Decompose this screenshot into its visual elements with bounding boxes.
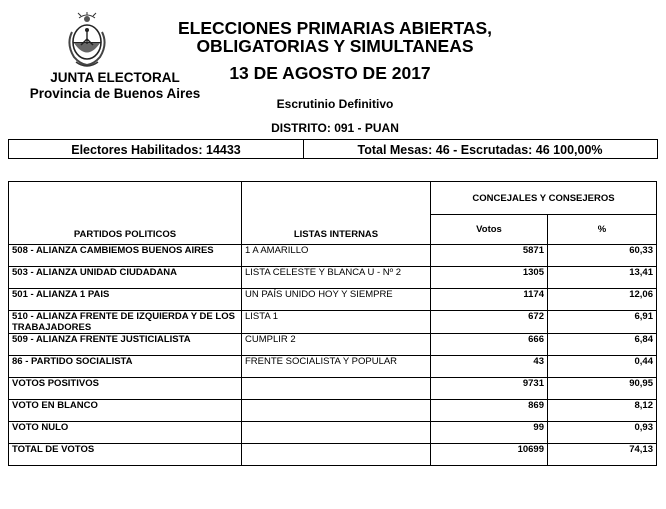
list-cell: UN PAÍS UNIDO HOY Y SIEMPRE	[242, 289, 431, 311]
total-votes-label: TOTAL DE VOTOS	[9, 444, 242, 466]
votes-cell: 1174	[431, 289, 548, 311]
list-cell: FRENTE SOCIALISTA Y POPULAR	[242, 356, 431, 378]
results-table	[8, 181, 657, 466]
votes-cell: 666	[431, 334, 548, 356]
percent-cell: 0,44	[548, 356, 657, 378]
percent-cell: 6,91	[548, 311, 657, 334]
header-listas: LISTAS INTERNAS	[242, 182, 431, 245]
table-row	[9, 289, 657, 311]
organization-block	[20, 70, 210, 102]
list-cell	[242, 422, 431, 444]
votes-cell: 99	[431, 422, 548, 444]
votes-cell: 5871	[431, 245, 548, 267]
votes-cell: 10699	[431, 444, 548, 466]
party-cell: 510 - ALIANZA FRENTE DE IZQUIERDA Y DE LOS TRABAJADORES	[9, 311, 242, 334]
list-cell	[242, 444, 431, 466]
table-header-row	[9, 182, 657, 215]
votes-cell: 43	[431, 356, 548, 378]
district-label: DISTRITO: 091 - PUAN	[271, 121, 399, 135]
party-cell: 503 - ALIANZA UNIDAD CIUDADANA	[9, 267, 242, 289]
registered-voters: Electores Habilitados: 14433	[71, 143, 241, 157]
table-row	[9, 400, 657, 422]
party-cell: 86 - PARTIDO SOCIALISTA	[9, 356, 242, 378]
election-date: 13 DE AGOSTO DE 2017	[229, 63, 431, 83]
header-concejales: CONCEJALES Y CONSEJEROS	[431, 182, 657, 215]
percent-cell: 60,33	[548, 245, 657, 267]
votes-cell: 1305	[431, 267, 548, 289]
list-cell: LISTA CELESTE Y BLANCA U - Nº 2	[242, 267, 431, 289]
table-row	[9, 267, 657, 289]
table-row	[9, 378, 657, 400]
party-cell: 508 - ALIANZA CAMBIEMOS BUENOS AIRES	[9, 245, 242, 267]
organization-province: Provincia de Buenos Aires	[29, 86, 201, 101]
table-row	[9, 356, 657, 378]
table-row	[9, 334, 657, 356]
party-cell: 509 - ALIANZA FRENTE JUSTICIALISTA	[9, 334, 242, 356]
blank-votes-label: VOTO EN BLANCO	[9, 400, 242, 422]
percent-cell: 8,12	[548, 400, 657, 422]
list-cell	[242, 400, 431, 422]
percent-cell: 12,06	[548, 289, 657, 311]
table-row	[9, 311, 657, 334]
votes-cell: 9731	[431, 378, 548, 400]
header-partidos: PARTIDOS POLITICOS	[9, 182, 242, 245]
list-cell: LISTA 1	[242, 311, 431, 334]
percent-cell: 6,84	[548, 334, 657, 356]
positive-votes-label: VOTOS POSITIVOS	[9, 378, 242, 400]
list-cell: 1 A AMARILLO	[242, 245, 431, 267]
table-row	[9, 245, 657, 267]
null-votes-label: VOTO NULO	[9, 422, 242, 444]
header-votos: Votos	[431, 215, 548, 245]
list-cell: CUMPLIR 2	[242, 334, 431, 356]
percent-cell: 0,93	[548, 422, 657, 444]
votes-cell: 869	[431, 400, 548, 422]
header-pct: %	[548, 215, 657, 245]
table-row	[9, 444, 657, 466]
percent-cell: 74,13	[548, 444, 657, 466]
tables-counted: Total Mesas: 46 - Escrutadas: 46 100,00%	[357, 143, 603, 157]
party-cell: 501 - ALIANZA 1 PAIS	[9, 289, 242, 311]
percent-cell: 13,41	[548, 267, 657, 289]
title-line-1: ELECCIONES PRIMARIAS ABIERTAS,	[177, 18, 493, 38]
title-line-2: OBLIGATORIAS Y SIMULTANEAS	[196, 36, 474, 56]
coat-of-arms-icon	[66, 12, 108, 70]
count-type: Escrutinio Definitivo	[276, 97, 394, 111]
table-row	[9, 422, 657, 444]
percent-cell: 90,95	[548, 378, 657, 400]
list-cell	[242, 378, 431, 400]
votes-cell: 672	[431, 311, 548, 334]
organization-name: JUNTA ELECTORAL	[50, 70, 180, 85]
